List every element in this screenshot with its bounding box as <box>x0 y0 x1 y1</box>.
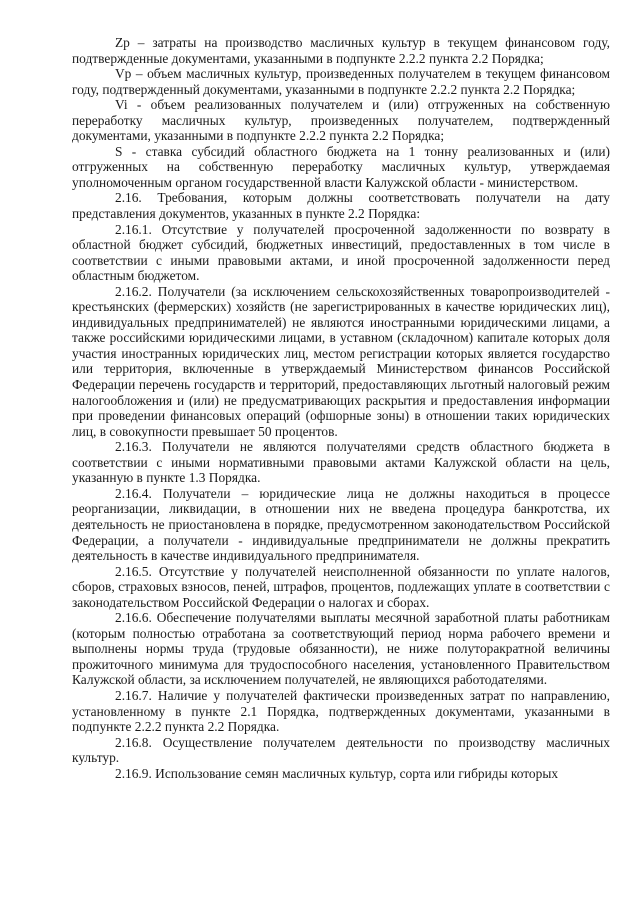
paragraph-2-16-9: 2.16.9. Использование семян масличных культур, сорта или гибриды которых <box>115 765 559 781</box>
paragraph-2-16: 2.16. Требования, которым должны соответствовать получатели на дату представления документов, указанных в пункте 2.2 Порядка: <box>72 190 610 222</box>
document-body <box>72 35 610 781</box>
paragraph-2-16-8: 2.16.8. Осуществление получателем деятельности по производству масличных культур. <box>72 734 610 766</box>
paragraph-s-definition: S - ставка субсидий областного бюджета на 1 тонну реализованных и (или) отгруженных на собственную переработку масличных культур, утверждаемая уполномоченным органом государственной власти Калужской области - министерством. <box>72 143 610 190</box>
paragraph-2-16-7: 2.16.7. Наличие у получателей фактически произведенных затрат по направлению, установленному в пункте 2.1 Порядка, подтвержденных документами, указанными в подпункте 2.2.2 пункта 2.2 Порядка. <box>72 687 610 735</box>
paragraph-2-16-4: 2.16.4. Получатели – юридические лица не должны находиться в процессе реорганизации, ликвидации, в отношении них не введена процедура банкротства, их деятельность не приостановлена в порядке, предусмотренном законодательством Российской Федерации, а получатели - индивидуальные предприниматели не должны прекратить деятельность в качестве индивидуального предпринимателя. <box>72 485 610 564</box>
paragraph-vp-definition: Vp – объем масличных культур, произведенных получателем в текущем финансовом году, подтвержденный документами, указанными в подпункте 2.2.2 пункта 2.2 Порядка; <box>72 66 610 97</box>
paragraph-vi-definition: Vi - объем реализованных получателем и (или) отгруженных на собственную переработку масличных культур, произведенных получателем, подтвержденный документами, указанными в подпункте 2.2.2 пункта 2.2 Порядка; <box>72 97 610 144</box>
paragraph-2-16-3: 2.16.3. Получатели не являются получателями средств областного бюджета в соответствии с иными нормативными правовыми актами Калужской области на цель, указанную в пункте 1.3 Порядка. <box>72 439 610 486</box>
paragraph-2-16-2: 2.16.2. Получатели (за исключением сельскохозяйственных товаропроизводителей - крестьянских (фермерских) хозяйств (не зарегистрированных в качестве юридических лиц), индивидуальных предпринимателей) не являются иностранными юридическими лицами, а также российскими юридическими лицами, в уставном (складочном) капитале которых доля участия иностранных юридических лиц, местом регистрации которых является государство или территория, включенные в утверждаемый Министерством финансов Российской Федерации перечень государств и территорий, предоставляющих льготный налоговый режим налогообложения и (или) не предусматривающих раскрытия и предоставления информации при проведении финансовых операций (офшорные зоны) в отношении таких юридических лиц, в совокупности превышает 50 процентов. <box>72 283 610 439</box>
paragraph-2-16-6: 2.16.6. Обеспечение получателями выплаты месячной заработной платы работникам (которым полностью отработана за соответствующий период норма рабочего времени и выполнены нормы труда (трудовые обязанности), не ниже полуторакратной величины прожиточного минимума для трудоспособного населения, установленного Правительством Калужской области, за исключением получателей, не являющихся работодателями. <box>72 610 610 688</box>
paragraph-2-16-1: 2.16.1. Отсутствие у получателей просроченной задолженности по возврату в областной бюджет субсидий, бюджетных инвестиций, предоставленных в том числе в соответствии с иными правовыми актами, и иной просроченной задолженности перед областным бюджетом. <box>72 221 610 284</box>
paragraph-2-16-5: 2.16.5. Отсутствие у получателей неисполненной обязанности по уплате налогов, сборов, страховых взносов, пеней, штрафов, процентов, подлежащих уплате в соответствии с законодательством Российской Федерации о налогах и сборах. <box>72 563 610 610</box>
paragraph-zp-definition: Zp – затраты на производство масличных культур в текущем финансовом году, подтвержденные документами, указанными в подпункте 2.2.2 пункта 2.2 Порядка; <box>72 35 610 66</box>
